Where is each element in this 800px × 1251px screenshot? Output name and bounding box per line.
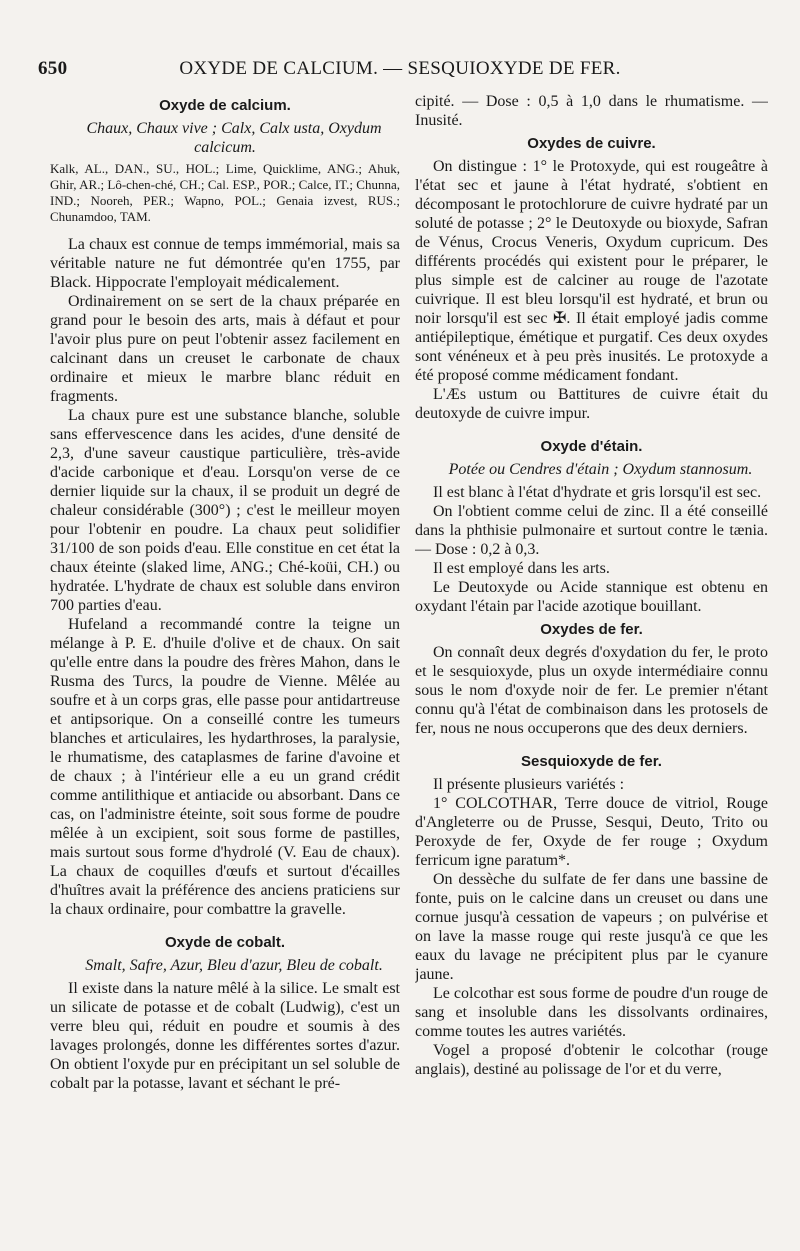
paragraph: Il est blanc à l'état d'hydrate et gris lorsqu'il est sec.	[433, 484, 762, 501]
paragraph: On connaît deux degrés d'oxydation du fer, le proto et le sesquioxyde, plus un oxyde intermédiaire connu sous le nom d'oxyde noir de fer. Le premier n'étant connu qu'à l'état de combinaison dans les protosels de fer, nous ne nous occuperons que des deux derniers.	[415, 644, 768, 737]
section-title-cobalt: Oxyde de cobalt.	[164, 934, 286, 951]
section-title-sesquioxyde: Sesquioxyde de fer.	[521, 753, 662, 770]
paragraph: Il existe dans la nature mêlé à la silice. Le smalt est un silicate de potasse et de cobalt (Ludwig), c'est un verre bleu qui, réduit en poudre et soumis à des lavages prolongés, donne les différentes sortes d'azur. On obtient l'oxyde pur en précipitant un sel soluble de cobalt par la potasse, lavant et séchant le pré-	[50, 980, 400, 1092]
paragraph: Hufeland a recommandé contre la teigne un mélange à P. E. d'huile d'olive et de chaux. On sait qu'elle entre dans la poudre des frères Mahon, dans le Rusma des Turcs, la poudre de Vienne. Mêlée au soufre et à un corps gras, elle passe pour antidartreuse et antipsorique. On a conseillé contre les tumeurs blanches et articulaires, les hydarthroses, la paralysie, le rhumatisme, des cataplasmes de farine d'avoine et de chaux ; à l'intérieur elle a eu un grand crédit comme antilithique et antiacide ou absorbant. Dans ce cas, on l'administre éteinte, soit sous forme de poudre mêlée à un excipient, soit sous forme de pastilles, mais surtout sous forme d'hydrolé (V. Eau de chaux). La chaux de coquilles d'œufs et surtout d'écailles d'huîtres avait la préférence des anciens praticiens sur la chaux ordinaire, pour combattre la gravelle.	[50, 616, 400, 918]
paragraph: Il présente plusieurs variétés :	[433, 776, 625, 793]
right-column	[415, 92, 768, 1237]
synonyms-calcium: Chaux, Chaux vive ; Calx, Calx usta, Oxydum calcicum.	[86, 120, 382, 156]
paragraph: 1° COLCOTHAR, Terre douce de vitriol, Rouge d'Angleterre ou de Prusse, Sesqui, Deuto, Trito ou Peroxyde de fer, Oxyde de fer rouge ; Oxydum ferricum igne paratum*.	[415, 795, 768, 869]
paragraph: Le Deutoxyde ou Acide stannique est obtenu en oxydant l'étain par l'acide azotique bouillant.	[415, 579, 768, 615]
synonyms-etain: Potée ou Cendres d'étain ; Oxydum stannosum.	[448, 461, 753, 478]
section-title-fer: Oxydes de fer.	[540, 621, 643, 638]
paragraph: Vogel a proposé d'obtenir le colcothar (rouge anglais), destiné au polissage de l'or et du verre,	[415, 1042, 768, 1078]
paragraph: Ordinairement on se sert de la chaux préparée en grand pour le besoin des arts, mais à défaut et pour l'avoir plus pure on peut l'obtenir assez facilement en calcinant dans un creuset le carbonate de chaux ordinaire et mieux le marbre blanc réduit en fragments.	[50, 293, 400, 405]
section-title-etain: Oxyde d'étain.	[540, 438, 643, 455]
paragraph: On l'obtient comme celui de zinc. Il a été conseillé dans la phthisie pulmonaire et surtout contre le tænia. — Dose : 0,2 à 0,3.	[415, 503, 768, 558]
running-title: OXYDE DE CALCIUM. — SESQUIOXYDE DE FER.	[179, 58, 621, 79]
paragraph-continued: cipité. — Dose : 0,5 à 1,0 dans le rhumatisme. — Inusité.	[415, 93, 768, 129]
synonyms-cobalt: Smalt, Safre, Azur, Bleu d'azur, Bleu de cobalt.	[85, 957, 383, 974]
paragraph: Le colcothar est sous forme de poudre d'un rouge de sang et insoluble dans les dissolvants ordinaires, comme toutes les autres variétés.	[415, 985, 768, 1040]
page-number: 650	[38, 58, 68, 79]
paragraph: La chaux est connue de temps immémorial, mais sa véritable nature ne fut démontrée qu'en 1755, par Black. Hippocrate l'employait médicalement.	[50, 236, 400, 291]
paragraph: On distingue : 1° le Protoxyde, qui est rougeâtre à l'état sec et jaune à l'état hydraté, s'obtient en décomposant le protochlorure de cuivre hydraté par un soluté de potasse ; 2° le Deutoxyde ou bioxyde, Safran de Vénus, Crocus Veneris, Oxydum cupricum. Des différents procédés qui existent pour le préparer, le plus simple est de calciner au rouge de l'azotate cuivrique. Il est bleu lorsqu'il est hydraté, et brun ou noir lorsqu'il est sec ✠. Il était employé jadis comme antiépileptique, émétique et purgatif. Ces deux oxydes sont vénéneux et à peu près inusités. Le protoxyde a été proposé comme médicament fondant.	[415, 158, 768, 384]
language-names-calcium: Kalk, AL., DAN., SU., HOL.; Lime, Quicklime, ANG.; Ahuk, Ghir, AR.; Lô-chen-ché, CH.; Cal. ESP., POR.; Calce, IT.; Chunna, IND.; Nooreh, PER.; Wapno, POL.; Genaia izvest, RUS.; Chunamdoo, TAM.	[50, 161, 400, 224]
section-title-calcium: Oxyde de calcium.	[159, 97, 291, 114]
paragraph: L'Æs ustum ou Battitures de cuivre était du deutoxyde de cuivre impur.	[415, 386, 768, 422]
running-head	[38, 58, 762, 86]
paragraph: La chaux pure est une substance blanche, soluble sans effervescence dans les acides, d'une densité de 2,3, d'une saveur caustique particulière, très-avide d'acide carbonique et d'eau. Lorsqu'on verse de ce dernier liquide sur la chaux, il se produit un degré de chaleur considérable (300°) ; c'est le meilleur moyen pour l'obtenir en poudre. La chaux peut solidifier 31/100 de son poids d'eau. Elle constitue en cet état la chaux éteinte (slaked lime, ANG.; Ché-koüi, CH.) ou hydratée. L'hydrate de chaux est soluble dans environ 700 parties d'eau.	[50, 407, 400, 614]
left-column	[50, 92, 400, 1237]
paragraph: Il est employé dans les arts.	[433, 560, 610, 577]
paragraph: On dessèche du sulfate de fer dans une bassine de fonte, puis on le calcine dans un creuset ou dans une cornue jusqu'à cessation de vapeurs ; on pulvérise et on lave la masse rouge qui reste jusqu'à ce que les eaux du lavage ne précipitent plus par le cyanure jaune.	[415, 871, 768, 983]
section-title-cuivre: Oxydes de cuivre.	[527, 135, 656, 152]
